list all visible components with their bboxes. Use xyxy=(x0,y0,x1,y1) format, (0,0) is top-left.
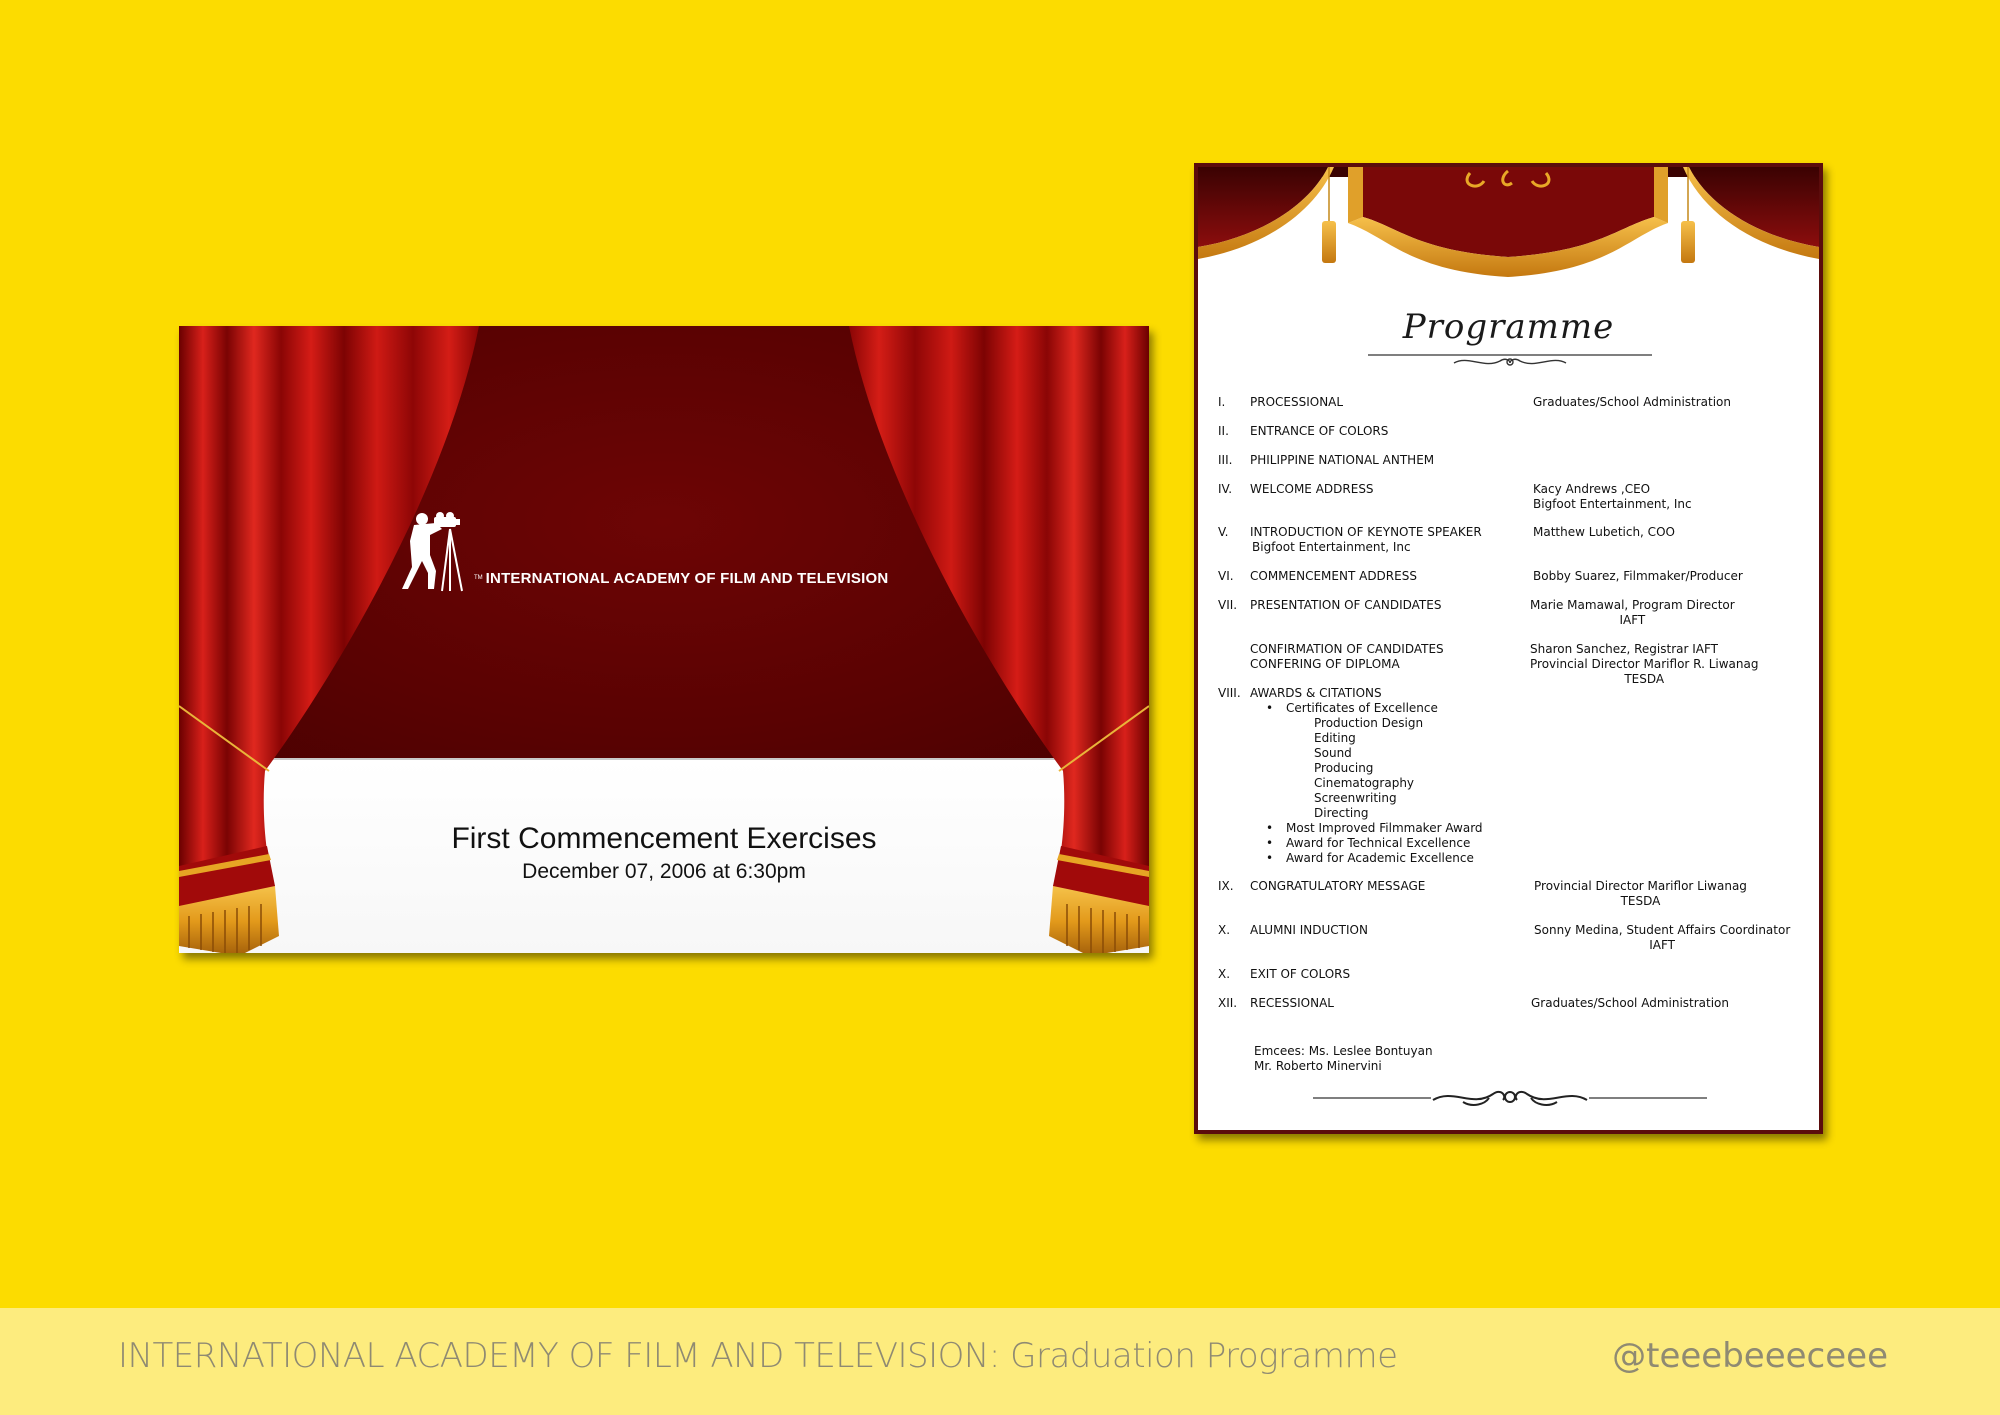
author-handle: @teeebeeeceee xyxy=(1612,1336,1888,1376)
footer-caption: INTERNATIONAL ACADEMY OF FILM AND TELEVISION: Graduation Programme xyxy=(118,1336,1398,1376)
event-title: First Commencement Exercises xyxy=(451,822,877,855)
event-date: December 07, 2006 at 6:30pm xyxy=(522,860,806,883)
invitation-card xyxy=(179,326,1149,953)
academy-name: INTERNATIONAL ACADEMY OF FILM AND TELEVISION xyxy=(485,570,889,587)
programme-sheet xyxy=(1194,163,1823,1134)
programme-title: Programme xyxy=(1402,307,1615,347)
cameraman-icon xyxy=(400,511,472,593)
bottom-flourish-icon xyxy=(1313,1082,1707,1112)
academy-logo xyxy=(400,511,888,593)
emcees: Emcees: Ms. Leslee Bontuyan Mr. Roberto Minervini xyxy=(1254,1044,1433,1073)
programme-items: I. PROCESSIONAL Graduates/School Administration II. ENTRANCE OF COLORS III. PHILIPPINE NATIONAL ANTHEM IV. WELCOME ADDRESS Kacy Andrews ,CEO Bigfoot Entertainment, Inc V. INTRODUCTION OF KEYNOTE SPEAKER Bigfoot Entertainment, Inc Matthew Lubetich, COO VI. COMMENCEMENT ADDRESS Bobby Suarez, Filmmaker/Producer VII. PRESENTATION OF CANDIDATES Marie Mamawal, Program Director IAFT CONFIRMATION OF CANDIDATES CONFERING OF DIPLOMA Sharon Sanchez, Registrar IAFT Provincial Director Mariflor R. Liwanag TESDA VIII. AWARDS & CITATIONS • Certificates of Excellence Production Design Editing Sound Producing Cinematography Screenwriting Directing • Most Improved Filmmaker Award • Award for Technical Excellence • Award for Academic Excellence IX. CONGRATULATORY MESSAGE Provincial Director Mariflor Liwanag TESDA X. ALUMNI INDUCTION Sonny Medina, Student Affairs Coordinator IAFT X. EXIT OF COLORS XII. RECESSIONAL Graduates/School Administration xyxy=(1198,167,1819,1130)
curtain-left xyxy=(179,326,479,953)
curtain-right xyxy=(849,326,1149,953)
footer-band xyxy=(0,1308,2000,1415)
trademark-mark: TM xyxy=(474,575,483,581)
